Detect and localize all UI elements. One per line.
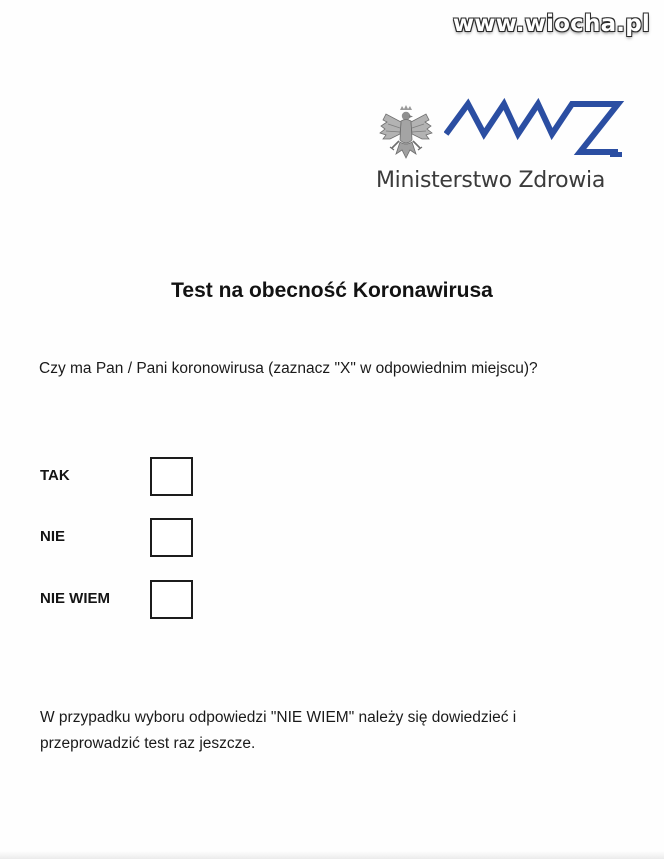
ministry-name: Ministerstwo Zdrowia — [376, 168, 605, 193]
site-watermark: www.wiocha.pl — [452, 11, 650, 37]
checkbox-nie[interactable] — [150, 518, 193, 557]
checkbox-tak[interactable] — [150, 457, 193, 496]
instruction-note — [40, 705, 600, 757]
option-row-tak — [0, 457, 664, 497]
option-row-nie-wiem — [0, 580, 664, 620]
page-edge-shadow — [0, 851, 664, 859]
option-label-nie: NIE — [40, 528, 66, 545]
option-label-nie-wiem: NIE WIEM — [40, 590, 110, 607]
option-row-nie — [0, 518, 664, 558]
mz-logo-mark-icon — [444, 98, 626, 160]
ministry-logo — [374, 98, 634, 198]
option-label-tak: TAK — [40, 467, 70, 484]
checkbox-nie-wiem[interactable] — [150, 580, 193, 619]
question-text: Czy ma Pan / Pani koronowirusa (zaznacz "X" w odpowiednim miejscu)? — [39, 360, 538, 377]
note-line-1: W przypadku wyboru odpowiedzi "NIE WIEM" należy się dowiedzieć i — [40, 709, 517, 726]
polish-eagle-emblem-icon — [378, 104, 434, 162]
document-title: Test na obecność Koronawirusa — [171, 279, 493, 302]
note-line-2: przeprowadzić test raz jeszcze. — [40, 735, 256, 752]
